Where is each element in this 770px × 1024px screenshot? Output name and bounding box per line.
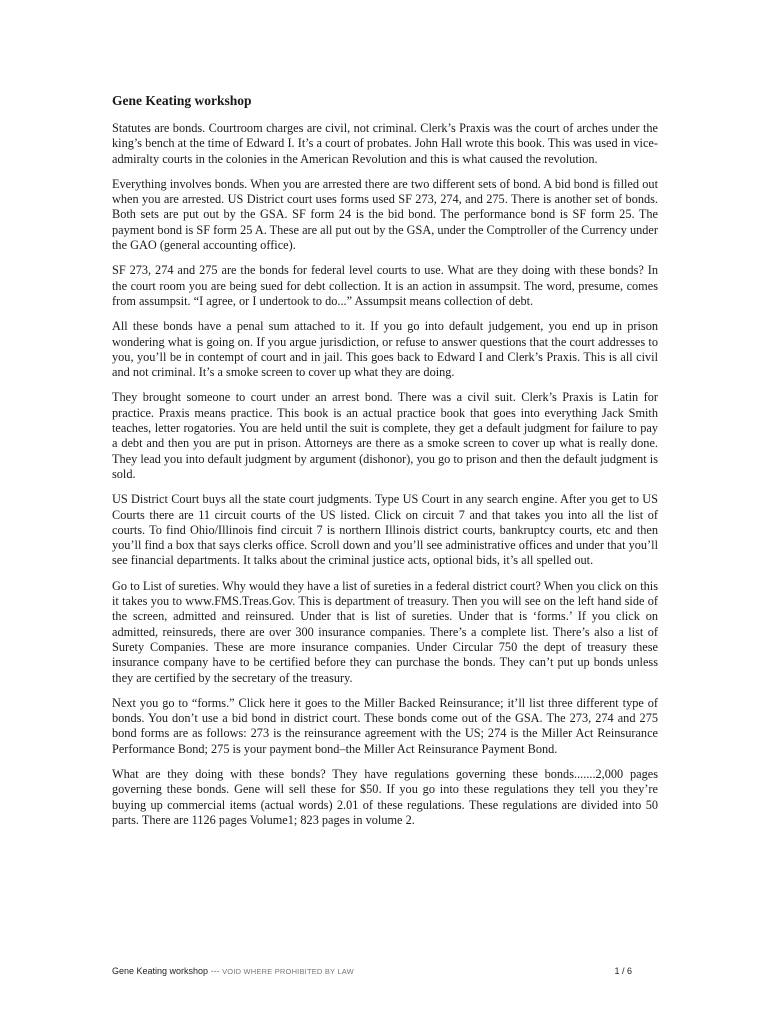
paragraph: What are they doing with these bonds? They have regulations governing these bonds.......2,000 pages governing these bonds. Gene will sell these for $50. If you go into these regulations they tell you they’re buying up commercial items (actual words) 2.01 of these regulations. These regulations are divided into 50 parts. There are 1126 pages Volume1; 823 pages in volume 2. [112,766,658,827]
document-title: Gene Keating workshop [112,93,252,108]
footer-notice: VOID WHERE PROHIBITED BY LAW [222,967,354,976]
paragraph: US District Court buys all the state court judgments. Type US Court in any search engine. After you get to US Courts there are 11 circuit courts of the US listed. Click on circuit 7 and that takes you into all the list of courts. To find Ohio/Illinois find circuit 7 is northern Illinois district courts, bankruptcy courts, etc and then you’ll find a box that says clerks office. Scroll down and you’ll see administrative offices and under that you’ll see financial departments. It talks about the criminal justice acts, optional bids, it’s all spelled out. [112,492,658,568]
paragraph: SF 273, 274 and 275 are the bonds for federal level courts to use. What are they doing with these bonds? In the court room you are being sued for debt collection. It is an action in assumpsit. The word, presume, comes from assumpsit. “I agree, or I undertook to do...” Assumpsit means collection of debt. [112,263,658,308]
paragraph: Statutes are bonds. Courtroom charges are civil, not criminal. Clerk’s Praxis was the court of arches under the king’s bench at the time of Edward I. It’s a court of probates. John Hall wrote this book. This was used in vice-admiralty courts in the colonies in the American Revolution and this is what caused the revolution. [112,121,658,166]
footer-left [112,966,354,976]
footer-title: Gene Keating workshop [112,966,209,976]
page-number: 1 / 6 [614,966,632,976]
paragraph: Next you go to “forms.” Click here it goes to the Miller Backed Reinsurance; it’ll list three different type of bonds. You don’t use a bid bond in district court. These bonds come out of the GSA. The 273, 274 and 275 bond forms are as follows: 273 is the reinsurance agreement with the US; 274 is the Miller Act Reinsurance Performance Bond; 275 is your payment bond–the Miller Act Reinsurance Payment Bond. [112,695,658,756]
paragraph: They brought someone to court under an arrest bond. There was a civil suit. Clerk’s Praxis is Latin for practice. Praxis means practice. This book is an actual practice book that goes into everything Jack Smith teaches, letter rogatories. You are held until the suit is complete, they get a default judgment for failure to pay a debt and then you are put in prison. Attorneys are there as a smoke screen to cover up what is really done. They lead you into default judgment by argument (dishonor), you go to prison and then the default judgment is sold. [112,390,658,481]
paragraph: All these bonds have a penal sum attached to it. If you go into default judgement, you end up in prison wondering what is going on. If you argue jurisdiction, or refuse to answer questions that the court addresses to you, you’ll be in contempt of court and in jail. This goes back to Edward I and Clerk’s Praxis. This is all civil and not criminal. It’s a smoke screen to cover up what they are doing. [112,319,658,380]
paragraph: Everything involves bonds. When you are arrested there are two different sets of bond. A bid bond is filled out when you are arrested. US District court uses forms used SF 273, 274, and 275. There is another set of bonds. Both sets are put out by the GSA. SF form 24 is the bid bond. The performance bond is SF form 25. The payment bond is SF form 25 A. These are all put out by the GSA, under the Comptroller of the Currency under the GAO (general accounting office). [112,176,658,253]
document-body [112,92,658,838]
footer-separator: --- [210,966,220,976]
paragraph: Go to List of sureties. Why would they have a list of sureties in a federal district court? When you click on this it takes you to www.FMS.Treas.Gov. This is department of treasury. Then you will see on the left hand side of the screen, admitted and reinsured. Under that is list of sureties. Under that is ‘forms.’ If you click on admitted, reinsureds, there are over 300 insurance companies. There’s a complete list. There’s also a list of Surety Companies. These are more insurance companies. Under Circular 750 the dept of treasury these insurance company have to be certified before they can purchase the bonds. They can’t put up bonds unless they are certified by the secretary of the treasury. [112,578,658,685]
